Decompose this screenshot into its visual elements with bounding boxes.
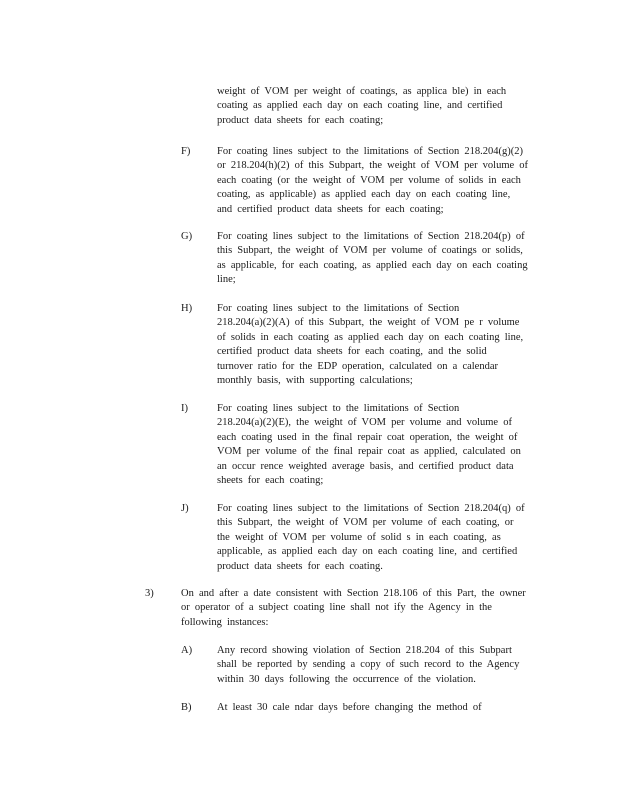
text-line: VOM per volume of the final repair coat as applied, calculated on [217,446,521,458]
text-line: product data sheets for each coating; [217,114,384,126]
text-line: line; [217,274,236,286]
text-line: monthly basis, with supporting calculations; [217,375,413,387]
text-line: and certified product data sheets for each coating; [217,203,444,215]
item-label-f: F) [181,146,191,157]
text-line: this Subpart, the weight of VOM per volume of coatings or solids, [217,245,523,257]
text-line: On and after a date consistent with Section 218.106 of this Part, the owner [181,588,526,599]
text-line: coating, as applicable) as applied each day on each coating line, [217,189,511,201]
continuation-paragraph [217,85,506,128]
text-line: certified product data sheets for each coating, and the solid [217,346,487,358]
text-line: turnover ratio for the EDP operation, calculated on a calendar [217,360,499,372]
item-label-g: G) [181,231,193,242]
text-line: following instances: [181,616,269,628]
item-label-h: H) [181,303,193,314]
text-line: of solids in each coating as applied each day on each coating line, [217,331,524,343]
item-paragraph-g [217,230,528,288]
text-line: For coating lines subject to the limitations of Section 218.204(p) of [217,231,525,242]
text-line: within 30 days following the occurrence of the violation. [217,673,476,685]
item-paragraph-h [217,302,523,388]
text-line: For coating lines subject to the limitations of Section 218.204(q) of [217,503,525,514]
subitem-paragraph-a [217,644,519,687]
text-line: each coating used in the final repair coat operation, the weight of [217,431,518,443]
text-line: each coating (or the weight of VOM per volume of solids in each [217,174,521,186]
text-line: sheets for each coating; [217,475,324,487]
item-paragraph-i [217,402,521,488]
text-line: an occur rence weighted average basis, and certified product data [217,460,514,472]
subitem-paragraph-b [217,701,482,715]
section-paragraph-3 [181,587,526,630]
subitem-label-a: A) [181,645,193,656]
text-line: as applicable, for each coating, as applied each day on each coating [217,259,528,271]
text-line: applicable, as applied each day on each coating line, and certified [217,546,518,558]
item-paragraph-j [217,502,525,574]
text-line: 218.204(a)(2)(E), the weight of VOM per volume and volume of [217,417,512,429]
text-line: coating as applied each day on each coating line, and certified [217,100,503,112]
item-paragraph-f [217,145,528,217]
text-line: shall be reported by sending a copy of such record to the Agency [217,659,520,671]
text-line: At least 30 cale ndar days before changing the method of [217,702,482,713]
item-label-j: J) [181,503,189,514]
text-line: weight of VOM per weight of coatings, as applica ble) in each [217,86,507,97]
text-line: the weight of VOM per volume of solid s in each coating, as [217,531,501,543]
text-line: Any record showing violation of Section 218.204 of this Subpart [217,645,512,656]
text-line: this Subpart, the weight of VOM per volume of each coating, or [217,517,514,529]
text-line: product data sheets for each coating. [217,560,383,572]
text-line: or operator of a subject coating line shall not ify the Agency in the [181,602,492,614]
text-line: For coating lines subject to the limitations of Section 218.204(g)(2) [217,146,523,157]
text-line: For coating lines subject to the limitations of Section [217,403,460,414]
text-line: or 218.204(h)(2) of this Subpart, the weight of VOM per volume of [217,160,529,172]
text-line: 218.204(a)(2)(A) of this Subpart, the weight of VOM pe r volume [217,317,520,329]
subitem-label-b: B) [181,702,192,713]
item-label-i: I) [181,403,188,414]
text-line: For coating lines subject to the limitations of Section [217,303,460,314]
section-label-3: 3) [145,588,154,599]
